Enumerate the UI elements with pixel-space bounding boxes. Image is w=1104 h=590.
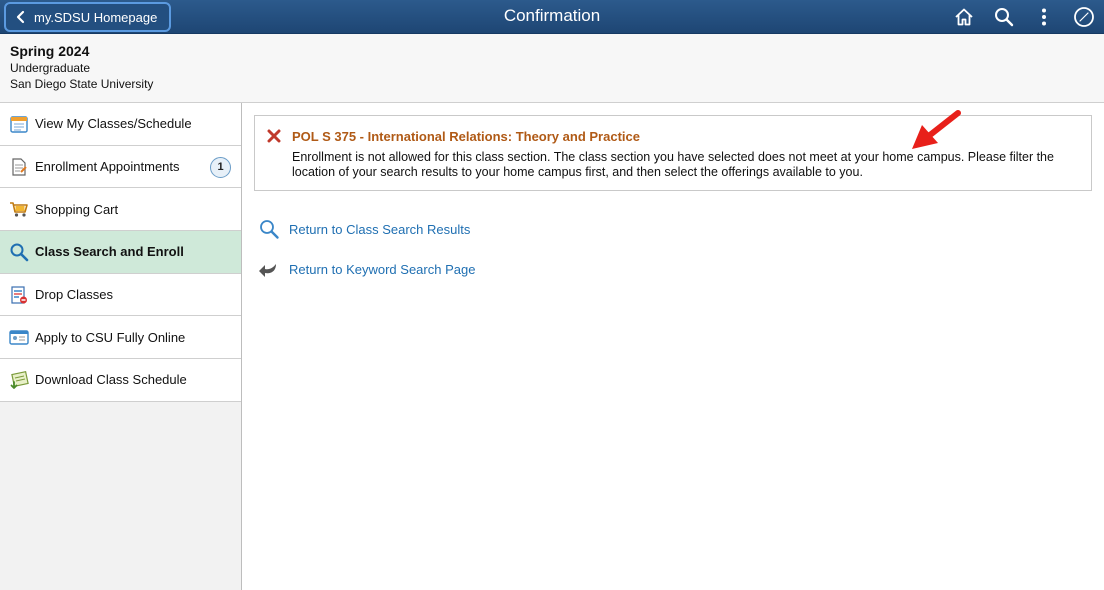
page-title: Confirmation [503,6,601,25]
link-label: Return to Keyword Search Page [289,261,476,277]
actions-menu-button[interactable] [1024,0,1064,34]
cart-icon [9,199,29,219]
compass-icon [1073,6,1095,28]
sidebar-item-label: Apply to CSU Fully Online [35,329,186,345]
document-icon [9,157,29,177]
drop-classes-icon [9,285,29,305]
sidebar-item-label: Enrollment Appointments [35,159,180,175]
error-message-box [254,115,1092,191]
return-to-class-search-results-link[interactable] [258,218,470,240]
search-button[interactable] [984,0,1024,34]
sidebar-item-class-search-and-enroll[interactable] [0,231,241,274]
download-schedule-icon [9,370,29,390]
search-icon [9,242,29,262]
sidebar-item-apply-csu-fully-online[interactable] [0,316,241,359]
sidebar-item-label: View My Classes/Schedule [35,116,192,132]
return-arrow-icon [258,258,280,280]
class-title: POL S 375 - International Relations: Theory and Practice [292,129,640,144]
error-message-text: Enrollment is not allowed for this class section. The class section you have selected does not meet at your home campus. Please filter the location of your search results to your home campus first, and then select the offerings available to you. [292,150,1054,179]
return-to-keyword-search-link[interactable] [258,258,475,280]
id-card-icon [9,327,29,347]
sidebar-item-view-my-classes[interactable] [0,103,241,146]
sidebar-item-label: Shopping Cart [35,201,119,217]
more-vertical-icon [1033,6,1055,28]
sidebar-item-download-class-schedule[interactable] [0,359,241,402]
appointment-count-badge: 1 [210,157,231,178]
annotation-arrow-icon [906,109,964,155]
search-icon [258,218,280,240]
home-button[interactable] [944,0,984,34]
search-icon [993,6,1015,28]
sidebar-item-label: Class Search and Enroll [35,244,184,260]
back-to-homepage-button[interactable] [4,2,171,32]
calendar-icon [9,114,29,134]
sidebar-item-label: Download Class Schedule [35,372,187,388]
context-banner [0,34,1104,103]
navbar-button[interactable] [1064,0,1104,34]
top-bar [0,0,1104,34]
institution-label: San Diego State University [10,77,154,91]
sidebar-item-shopping-cart[interactable] [0,188,241,231]
sidebar [0,103,242,590]
sidebar-item-enrollment-appointments[interactable] [0,146,241,189]
main-content [242,103,1104,590]
sidebar-item-drop-classes[interactable] [0,274,241,317]
back-button-label: my.SDSU Homepage [34,9,158,25]
error-x-icon [267,129,281,143]
link-label: Return to Class Search Results [289,221,471,237]
career-label: Undergraduate [10,61,91,75]
sidebar-item-label: Drop Classes [35,287,114,303]
term-label: Spring 2024 [10,43,90,59]
chevron-left-icon [14,10,28,24]
home-icon [953,6,975,28]
